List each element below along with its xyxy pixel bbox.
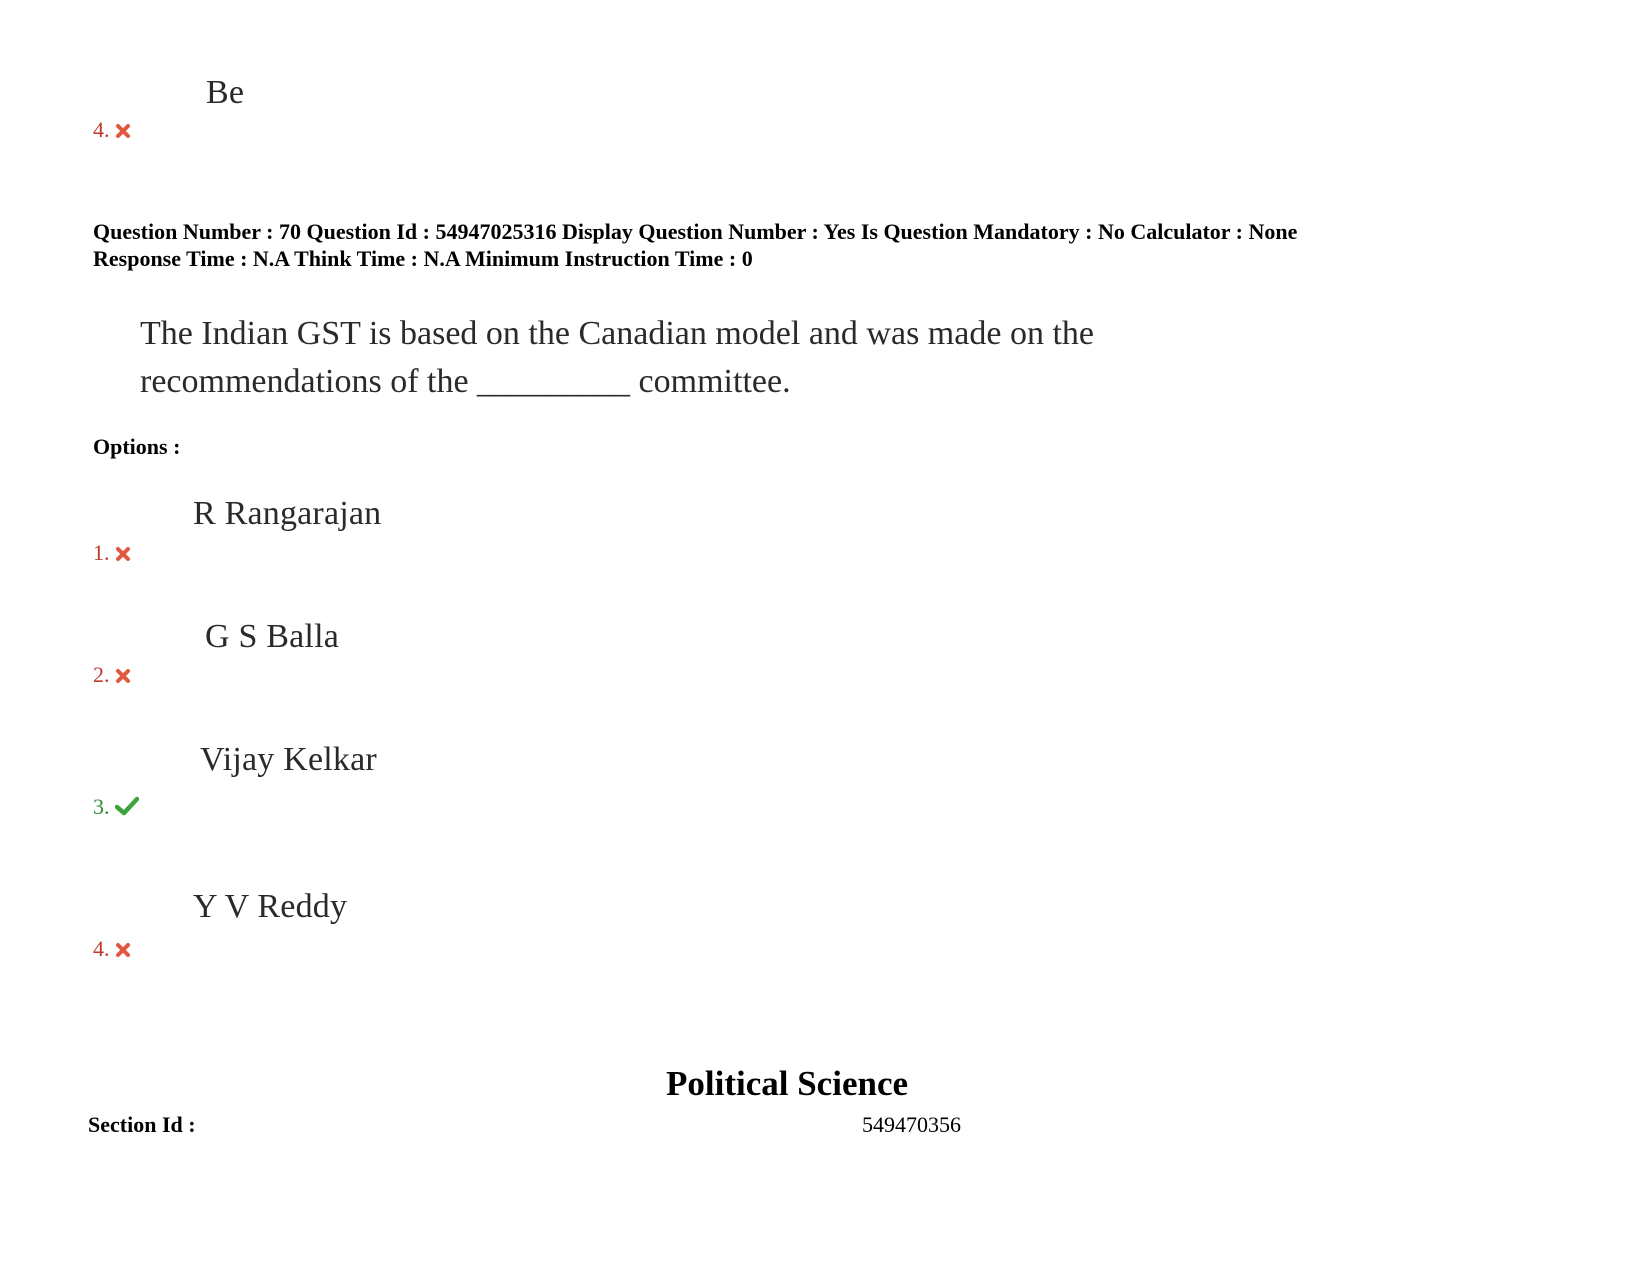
cross-icon (115, 664, 131, 690)
option-number: 2. (93, 662, 110, 687)
option-2-number (93, 662, 131, 690)
prev-option-4-number (93, 117, 131, 145)
cross-icon (115, 542, 131, 568)
option-2-text: G S Balla (205, 618, 340, 655)
question-text-line1: The Indian GST is based on the Canadian model and was made on the (140, 315, 1094, 352)
options-label: Options : (93, 434, 181, 459)
question-text-line2: recommendations of the _________ committee. (140, 363, 791, 400)
cross-icon (115, 938, 131, 964)
option-4-text: Y V Reddy (193, 888, 348, 925)
option-number: 1. (93, 540, 110, 565)
section-title: Political Science (666, 1064, 909, 1103)
option-1-text: R Rangarajan (193, 495, 382, 532)
option-1-number (93, 540, 131, 568)
option-3-text: Vijay Kelkar (200, 741, 377, 778)
option-number: 4. (93, 936, 110, 961)
option-3-number (93, 794, 139, 822)
prev-option-4-text: Be (206, 74, 245, 111)
question-meta-line2: Response Time : N.A Think Time : N.A Minimum Instruction Time : 0 (93, 246, 753, 271)
check-icon (115, 796, 139, 822)
option-number: 3. (93, 794, 110, 819)
option-4-number (93, 936, 131, 964)
section-id-label: Section Id : (88, 1112, 196, 1137)
question-text (140, 310, 1160, 406)
option-number: 4. (93, 117, 110, 142)
question-meta-line1: Question Number : 70 Question Id : 54947025316 Display Question Number : Yes Is Question Mandatory : No Calculator : None (93, 219, 1298, 244)
cross-icon (115, 119, 131, 145)
section-id-value: 549470356 (862, 1112, 961, 1137)
